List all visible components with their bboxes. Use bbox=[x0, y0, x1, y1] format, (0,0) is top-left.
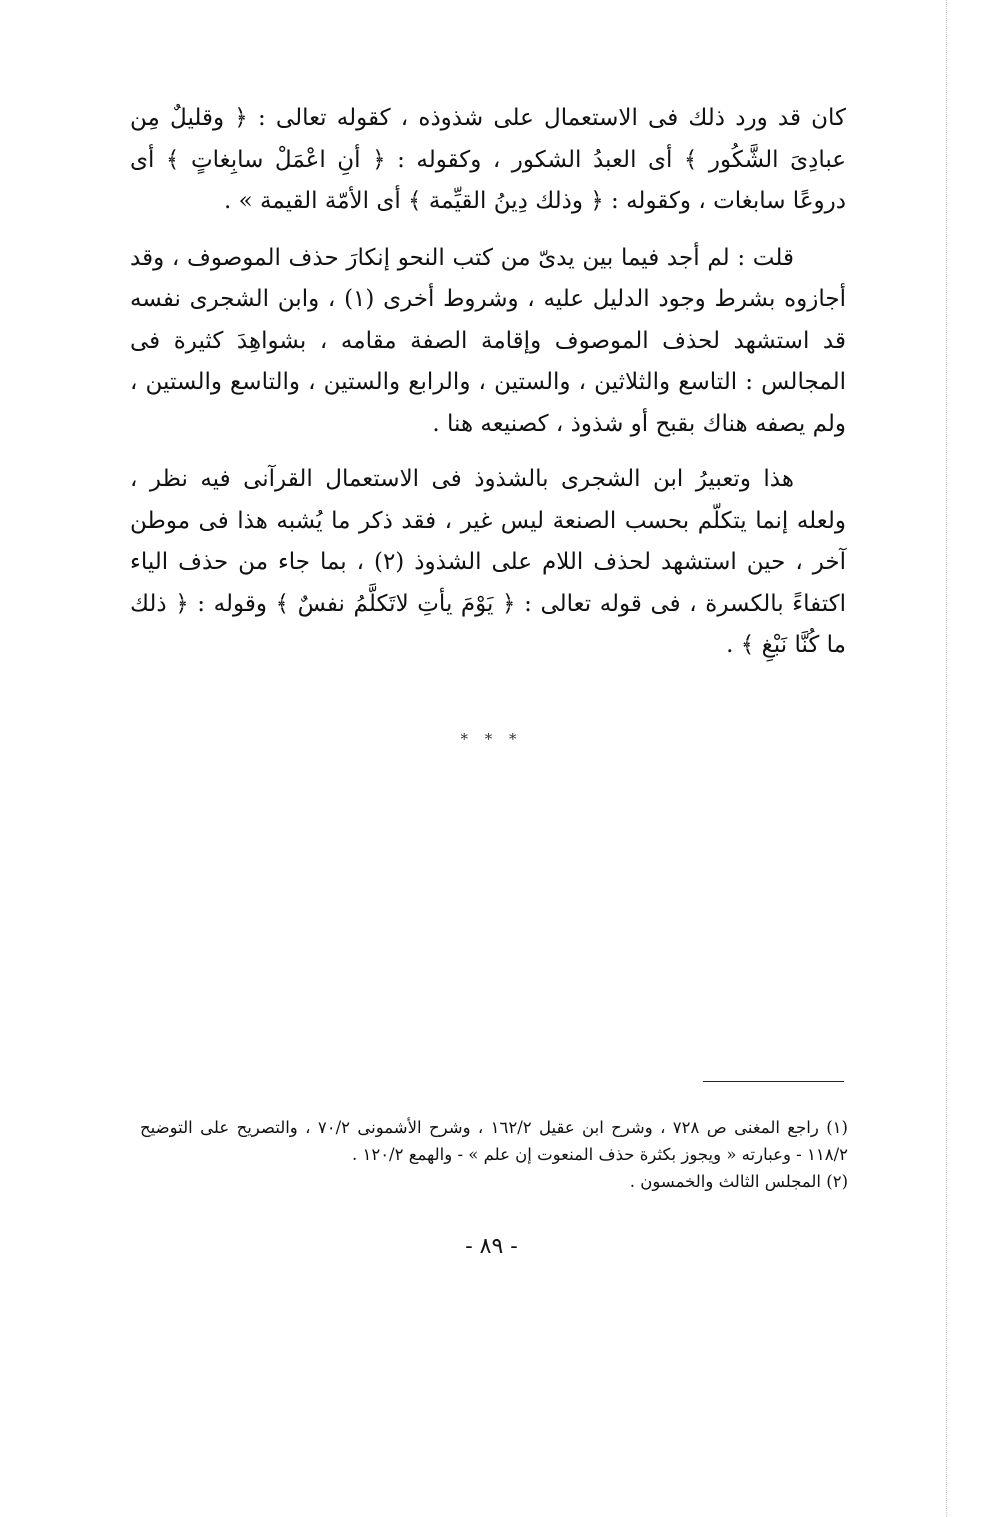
scan-edge-line bbox=[946, 0, 948, 1517]
footnote-2: (٢) المجلس الثالث والخمسون . bbox=[629, 1172, 848, 1191]
section-separator: * * * bbox=[460, 730, 523, 748]
paragraph-1: كان قد ورد ذلك فى الاستعمال على شذوذه ، كقوله تعالى : ﴿ وقليلٌ مِن عبادِىَ الشَّكُور ﴾ أى العبدُ الشكور ، وكقوله : ﴿ أنِ اعْمَلْ سابِغاتٍ ﴾ أى دروعًا سابغات ، وكقوله : ﴿ وذلك دِينُ القيِّمة ﴾ أى الأمّة القيمة » . bbox=[130, 105, 846, 214]
footnote-1: (١) راجع المغنى ص ٧٢٨ ، وشرح ابن عقيل ١٦٢/٢ ، وشرح الأشمونى ٧٠/٢ ، والتصريح على التوضيح ١١٨/٢ - وعبارته « ويجوز بكثرة حذف المنعوت إن علم » - والهمع ١٢٠/٢ . bbox=[140, 1118, 848, 1164]
paragraph-3: هذا وتعبيرُ ابن الشجرى بالشذوذ فى الاستعمال القرآنى فيه نظر ، ولعله إنما يتكلّم بحسب الصنعة ليس غير ، فقد ذكر ما يُشبه هذا فى موطن آخر ، حين استشهد لحذف اللام على الشذوذ (٢) ، بما جاء من حذف الياء اكتفاءً بالكسرة ، فى قوله تعالى : ﴿ يَوْمَ يأتِ لاتَكلَّمُ نفسٌ ﴾ وقوله : ﴿ ذلك ما كُنَّا نَبْغِ ﴾ . bbox=[130, 466, 846, 658]
main-text bbox=[130, 98, 846, 667]
footnote-rule bbox=[703, 1081, 844, 1082]
footnotes bbox=[140, 1114, 848, 1195]
page-number: - ٨٩ - bbox=[465, 1234, 518, 1259]
paragraph-2: قلت : لم أجد فيما بين يدىّ من كتب النحو إنكارَ حذف الموصوف ، وقد أجازوه بشرط وجود الدليل عليه ، وشروط أخرى (١) ، وابن الشجرى نفسه قد استشهد لحذف الموصوف وإقامة الصفة مقامه ، بشواهِدَ كثيرة فى المجالس : التاسع والثلاثين ، والستين ، والرابع والستين ، والتاسع والستين ، ولم يصفه هناك بقبح أو شذوذ ، كصنيعه هنا . bbox=[130, 244, 846, 437]
